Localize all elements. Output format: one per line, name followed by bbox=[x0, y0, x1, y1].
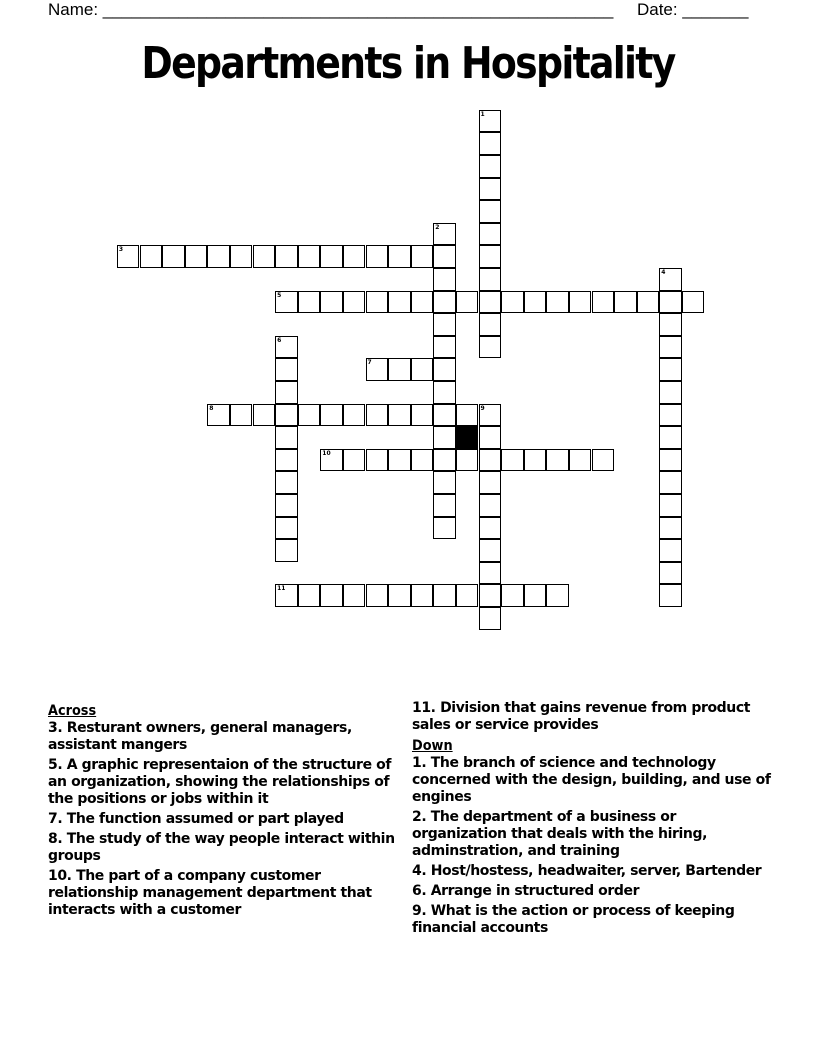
grid-cell[interactable] bbox=[275, 381, 298, 404]
grid-cell[interactable] bbox=[411, 245, 434, 268]
grid-cell[interactable] bbox=[275, 494, 298, 517]
grid-cell[interactable] bbox=[479, 155, 502, 178]
grid-cell[interactable] bbox=[433, 291, 456, 314]
grid-cell[interactable] bbox=[546, 449, 569, 472]
grid-cell[interactable] bbox=[388, 584, 411, 607]
clue-number-1: 1 bbox=[480, 110, 485, 118]
grid-cell[interactable] bbox=[298, 404, 321, 427]
grid-cell[interactable] bbox=[659, 449, 682, 472]
page-title: Departments in Hospitality bbox=[141, 38, 675, 89]
grid-cell[interactable] bbox=[524, 291, 547, 314]
grid-cell[interactable] bbox=[433, 494, 456, 517]
grid-cell[interactable] bbox=[207, 404, 230, 427]
grid-cell[interactable] bbox=[433, 223, 456, 246]
across-clue-list bbox=[48, 720, 408, 919]
grid-cell[interactable] bbox=[524, 584, 547, 607]
grid-cell[interactable] bbox=[456, 291, 479, 314]
grid-cell[interactable] bbox=[343, 449, 366, 472]
clue-num: 4. bbox=[412, 863, 427, 879]
clue-number-3: 3 bbox=[118, 246, 124, 254]
grid-cell[interactable] bbox=[275, 471, 298, 494]
grid-cell[interactable] bbox=[501, 291, 524, 314]
grid-cell[interactable] bbox=[659, 494, 682, 517]
grid-cell[interactable] bbox=[479, 494, 502, 517]
grid-cell[interactable] bbox=[546, 291, 569, 314]
grid-cell[interactable] bbox=[433, 517, 456, 540]
clue-text: A graphic representaion of the structure of an organization, showing the relationships of the positions or jobs within it bbox=[48, 757, 392, 807]
grid-cell[interactable] bbox=[433, 426, 456, 449]
clue-text: Resturant owners, general managers, assistant mangers bbox=[48, 720, 352, 753]
grid-cell[interactable] bbox=[366, 245, 389, 268]
grid-cell[interactable] bbox=[411, 584, 434, 607]
clue-text: The department of a business or organization that deals with the hiring, adminstration, and training bbox=[412, 809, 708, 859]
grid-cell[interactable] bbox=[275, 449, 298, 472]
clue-number-8: 8 bbox=[209, 404, 214, 412]
clue-num: 8. bbox=[48, 831, 63, 847]
grid-cell[interactable] bbox=[659, 268, 682, 291]
grid-cell[interactable] bbox=[298, 245, 321, 268]
grid-cell[interactable] bbox=[501, 584, 524, 607]
grid-cell[interactable] bbox=[388, 404, 411, 427]
clue-num: 10. bbox=[48, 868, 72, 884]
grid-cell[interactable] bbox=[479, 178, 502, 201]
grid-cell[interactable] bbox=[411, 291, 434, 314]
clue-number-4: 4 bbox=[661, 269, 666, 276]
clue-number-2: 2 bbox=[435, 223, 440, 231]
clues-column-right bbox=[412, 700, 772, 940]
grid-cell[interactable] bbox=[207, 245, 230, 268]
grid-cell[interactable] bbox=[659, 562, 682, 585]
grid-cell[interactable] bbox=[546, 584, 569, 607]
grid-cell[interactable] bbox=[298, 291, 321, 314]
grid-cell[interactable] bbox=[253, 245, 276, 268]
across-heading: Across bbox=[48, 703, 97, 719]
grid-cell[interactable] bbox=[479, 539, 502, 562]
grid-cell[interactable] bbox=[388, 358, 411, 381]
grid-cell[interactable] bbox=[479, 110, 502, 133]
grid-cell[interactable] bbox=[479, 471, 502, 494]
down-clue bbox=[412, 903, 772, 937]
clue-number-11: 11 bbox=[277, 585, 286, 593]
clue-num: 6. bbox=[412, 883, 427, 899]
across-clue bbox=[412, 700, 772, 734]
grid-cell[interactable] bbox=[682, 291, 705, 314]
grid-cell[interactable] bbox=[433, 381, 456, 404]
grid-cell[interactable] bbox=[117, 245, 140, 268]
grid-cell[interactable] bbox=[659, 426, 682, 449]
clue-text: The branch of science and technology concerned with the design, building, and use of engines bbox=[412, 755, 771, 805]
grid-cell[interactable] bbox=[275, 336, 298, 359]
grid-cell[interactable] bbox=[230, 404, 253, 427]
grid-cell[interactable] bbox=[343, 291, 366, 314]
grid-cell[interactable] bbox=[479, 268, 502, 291]
grid-cell[interactable] bbox=[433, 336, 456, 359]
across-clue bbox=[48, 720, 408, 754]
down-clue bbox=[412, 863, 772, 880]
grid-cell[interactable] bbox=[275, 584, 298, 607]
grid-cell[interactable] bbox=[162, 245, 185, 268]
grid-cell[interactable] bbox=[388, 449, 411, 472]
clue-number-6: 6 bbox=[277, 336, 282, 344]
grid-cell[interactable] bbox=[479, 223, 502, 246]
across-clue bbox=[48, 757, 408, 808]
grid-cell[interactable] bbox=[275, 358, 298, 381]
grid-cell[interactable] bbox=[569, 291, 592, 314]
across-clue bbox=[48, 868, 408, 919]
grid-cell[interactable] bbox=[366, 291, 389, 314]
grid-cell[interactable] bbox=[479, 291, 502, 314]
grid-cell[interactable] bbox=[433, 471, 456, 494]
grid-cell[interactable] bbox=[433, 245, 456, 268]
grid-cell[interactable] bbox=[366, 449, 389, 472]
name-date-line: Name: ______________________________________________________ Date: _______ bbox=[48, 0, 749, 19]
grid-cell[interactable] bbox=[320, 245, 343, 268]
down-clue bbox=[412, 809, 772, 860]
grid-cell[interactable] bbox=[366, 584, 389, 607]
grid-cell[interactable] bbox=[479, 562, 502, 585]
grid-cell[interactable] bbox=[637, 291, 660, 314]
grid-cell[interactable] bbox=[659, 517, 682, 540]
grid-block bbox=[456, 426, 479, 449]
clue-text: Host/hostess, headwaiter, server, Bartender bbox=[426, 863, 762, 879]
clue-number-9: 9 bbox=[480, 404, 485, 412]
grid-cell[interactable] bbox=[659, 358, 682, 381]
grid-cell[interactable] bbox=[479, 404, 502, 427]
clue-number-7: 7 bbox=[367, 359, 372, 367]
grid-cell[interactable] bbox=[320, 404, 343, 427]
grid-cell[interactable] bbox=[456, 449, 479, 472]
grid-cell[interactable] bbox=[275, 517, 298, 540]
grid-cell[interactable] bbox=[433, 358, 456, 381]
grid-cell[interactable] bbox=[479, 132, 502, 155]
clue-num: 11. bbox=[412, 700, 436, 716]
clue-text: The part of a company customer relationship management department that interacts with a customer bbox=[48, 868, 372, 918]
down-heading: Down bbox=[412, 738, 453, 754]
clue-num: 5. bbox=[48, 757, 63, 773]
grid-cell[interactable] bbox=[253, 404, 276, 427]
grid-cell[interactable] bbox=[659, 404, 682, 427]
clues-column-left bbox=[48, 700, 408, 922]
grid-cell[interactable] bbox=[659, 584, 682, 607]
grid-cell[interactable] bbox=[320, 584, 343, 607]
clue-number-10: 10 bbox=[322, 449, 331, 457]
across-clue-list-continued bbox=[412, 700, 772, 734]
grid-cell[interactable] bbox=[479, 313, 502, 336]
grid-cell[interactable] bbox=[479, 607, 502, 630]
grid-cell[interactable] bbox=[659, 539, 682, 562]
grid-cell[interactable] bbox=[659, 336, 682, 359]
grid-cell[interactable] bbox=[433, 404, 456, 427]
clue-num: 7. bbox=[48, 811, 63, 827]
clue-text: Division that gains revenue from product sales or service provides bbox=[412, 700, 751, 733]
grid-cell[interactable] bbox=[343, 245, 366, 268]
down-clue bbox=[412, 883, 772, 900]
grid-cell[interactable] bbox=[275, 291, 298, 314]
across-clue bbox=[48, 811, 408, 828]
grid-cell[interactable] bbox=[275, 245, 298, 268]
grid-cell[interactable] bbox=[569, 449, 592, 472]
across-clue bbox=[48, 831, 408, 865]
grid-cell[interactable] bbox=[479, 336, 502, 359]
grid-cell[interactable] bbox=[433, 584, 456, 607]
clue-text: Arrange in structured order bbox=[426, 883, 640, 899]
grid-cell[interactable] bbox=[659, 291, 682, 314]
grid-cell[interactable] bbox=[614, 291, 637, 314]
grid-cell[interactable] bbox=[659, 313, 682, 336]
grid-cell[interactable] bbox=[456, 404, 479, 427]
down-clue bbox=[412, 755, 772, 806]
grid-cell[interactable] bbox=[659, 471, 682, 494]
grid-cell[interactable] bbox=[479, 426, 502, 449]
clue-number-5: 5 bbox=[277, 291, 282, 299]
grid-cell[interactable] bbox=[592, 291, 615, 314]
grid-cell[interactable] bbox=[366, 358, 389, 381]
grid-cell[interactable] bbox=[366, 404, 389, 427]
grid-cell[interactable] bbox=[433, 268, 456, 291]
grid-cell[interactable] bbox=[388, 291, 411, 314]
clue-text: What is the action or process of keeping financial accounts bbox=[412, 903, 735, 936]
down-clue-list bbox=[412, 755, 772, 937]
grid-cell[interactable] bbox=[479, 584, 502, 607]
grid-cell[interactable] bbox=[140, 245, 163, 268]
grid-cell[interactable] bbox=[275, 539, 298, 562]
grid-cell[interactable] bbox=[501, 449, 524, 472]
grid-cell[interactable] bbox=[343, 404, 366, 427]
grid-cell[interactable] bbox=[388, 245, 411, 268]
grid-cell[interactable] bbox=[524, 449, 547, 472]
grid-cell[interactable] bbox=[479, 449, 502, 472]
clue-num: 2. bbox=[412, 809, 427, 825]
grid-cell[interactable] bbox=[343, 584, 366, 607]
grid-cell[interactable] bbox=[411, 358, 434, 381]
grid-cell[interactable] bbox=[230, 245, 253, 268]
clue-text: The function assumed or part played bbox=[62, 811, 344, 827]
grid-cell[interactable] bbox=[433, 313, 456, 336]
grid-cell[interactable] bbox=[479, 200, 502, 223]
clue-num: 1. bbox=[412, 755, 427, 771]
grid-cell[interactable] bbox=[320, 449, 343, 472]
grid-cell[interactable] bbox=[185, 245, 208, 268]
grid-cell[interactable] bbox=[479, 245, 502, 268]
grid-cell[interactable] bbox=[411, 404, 434, 427]
grid-cell[interactable] bbox=[456, 584, 479, 607]
grid-cell[interactable] bbox=[433, 449, 456, 472]
grid-cell[interactable] bbox=[659, 381, 682, 404]
clue-num: 9. bbox=[412, 903, 427, 919]
grid-cell[interactable] bbox=[411, 449, 434, 472]
grid-cell[interactable] bbox=[275, 426, 298, 449]
grid-cell[interactable] bbox=[592, 449, 615, 472]
clue-text: The study of the way people interact within groups bbox=[48, 831, 395, 864]
grid-cell[interactable] bbox=[275, 404, 298, 427]
grid-cell[interactable] bbox=[298, 584, 321, 607]
clue-num: 3. bbox=[48, 720, 63, 736]
grid-cell[interactable] bbox=[479, 517, 502, 540]
grid-cell[interactable] bbox=[320, 291, 343, 314]
